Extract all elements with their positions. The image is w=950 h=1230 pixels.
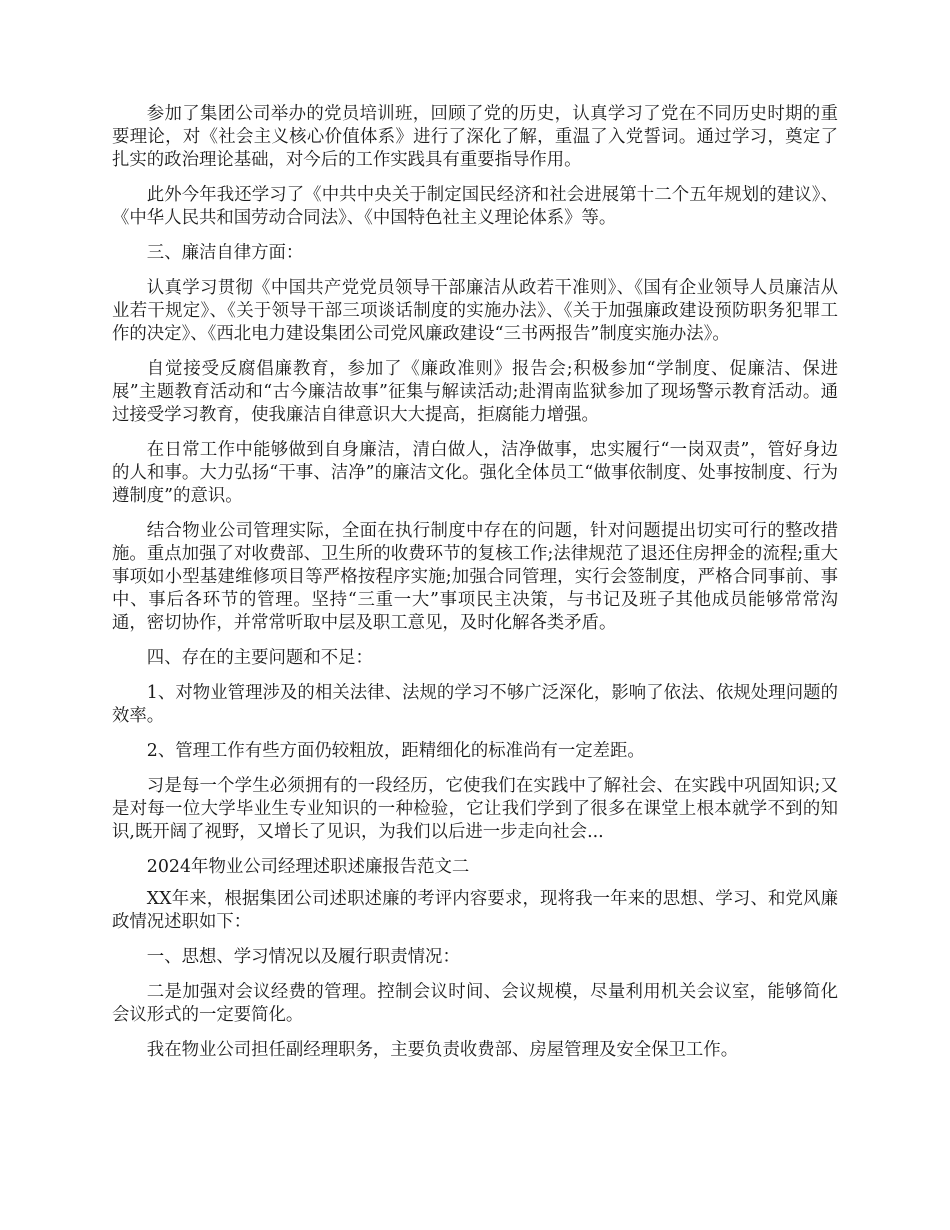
paragraph-party-training: 参加了集团公司举办的党员培训班，回顾了党的历史，认真学习了党在不同历史时期的重要理论，对《社会主义核心价值体系》进行了深化了解，重温了入党誓词。通过学习，奠定了扎实的政治理论基础，对今后的工作实践具有重要指导作用。 [112,104,838,170]
paragraph-role-description: 我在物业公司担任副经理职务，主要负责收费部、房屋管理及安全保卫工作。 [146,1040,739,1060]
paragraph-meeting-expenses: 二是加强对会议经费的管理。控制会议时间、会议规模，尽量利用机关会议室，能够简化会议形式的一定要简化。 [112,982,838,1025]
paragraph-report-intro: XX年来，根据集团公司述职述廉的考评内容要求，现将我一年来的思想、学习、和党风廉政情况述职如下： [112,889,838,932]
section-heading-problems: 四、存在的主要问题和不足： [146,648,373,668]
paragraph-daily-integrity: 在日常工作中能够做到自身廉洁，清白做人，洁净做事，忠实履行“一岗双责”，管好身边的人和事。大力弘扬“干事、洁净”的廉洁文化。强化全体员工“做事依制度、处事按制度、行为遵制度”的意识。 [112,440,838,506]
section-heading-duties: 一、思想、学习情况以及履行职责情况： [146,947,460,967]
paragraph-management-practice: 结合物业公司管理实际，全面在执行制度中存在的问题，针对问题提出切实可行的整改措施。重点加强了对收费部、卫生所的收费环节的复核工作;法律规范了退还住房押金的流程;重大事项如小型基建维修项目等严格按程序实施;加强合同管理，实行会签制度，严格合同事前、事中、事后各环节的管理。坚持“三重一大”事项民主决策，与书记及班子其他成员能够常常沟通，密切协作，并常常听取中层及职工意见，及时化解各类矛盾。 [112,521,838,633]
problem-item-2: 2、管理工作有些方面仍较粗放，距精细化的标准尚有一定差距。 [146,741,645,761]
paragraph-integrity-regulations: 认真学习贯彻《中国共产党党员领导干部廉洁从政若干准则》、《国有企业领导人员廉洁从业若干规定》、《关于领导干部三项谈话制度的实施办法》、《关于加强廉政建设预防职务犯罪工作的决定》、《西北电力建设集团公司党风廉政建设“三书两报告”制度实施办法》。 [112,278,838,344]
problem-item-1: 1、对物业管理涉及的相关法律、法规的学习不够广泛深化，影响了依法、依规处理问题的效率。 [112,683,838,726]
paragraph-additional-study: 此外今年我还学习了《中共中央关于制定国民经济和社会进展第十二个五年规划的建议》、《中华人民共和国劳动合同法》、《中国特色社主义理论体系》等。 [112,185,838,228]
paragraph-internship-note: 习是每一个学生必须拥有的一段经历，它使我们在实践中了解社会、在实践中巩固知识;又是对每一位大学毕业生专业知识的一种检验，它让我们学到了很多在课堂上根本就学不到的知识,既开阔了视野，又增长了见识，为我们以后进一步走向社会... [112,776,838,842]
document-page [112,103,838,1074]
paragraph-anti-corruption-education: 自觉接受反腐倡廉教育，参加了《廉政准则》报告会;积极参加“学制度、促廉洁、保进展”主题教育活动和“古今廉洁故事”征集与解读活动;赴渭南监狱参加了现场警示教育活动。通过接受学习教育，使我廉洁自律意识大大提高，拒腐能力增强。 [112,359,838,425]
report-title-two: 2024年物业公司经理述职述廉报告范文二 [146,857,470,877]
section-heading-integrity: 三、廉洁自律方面： [146,243,304,263]
